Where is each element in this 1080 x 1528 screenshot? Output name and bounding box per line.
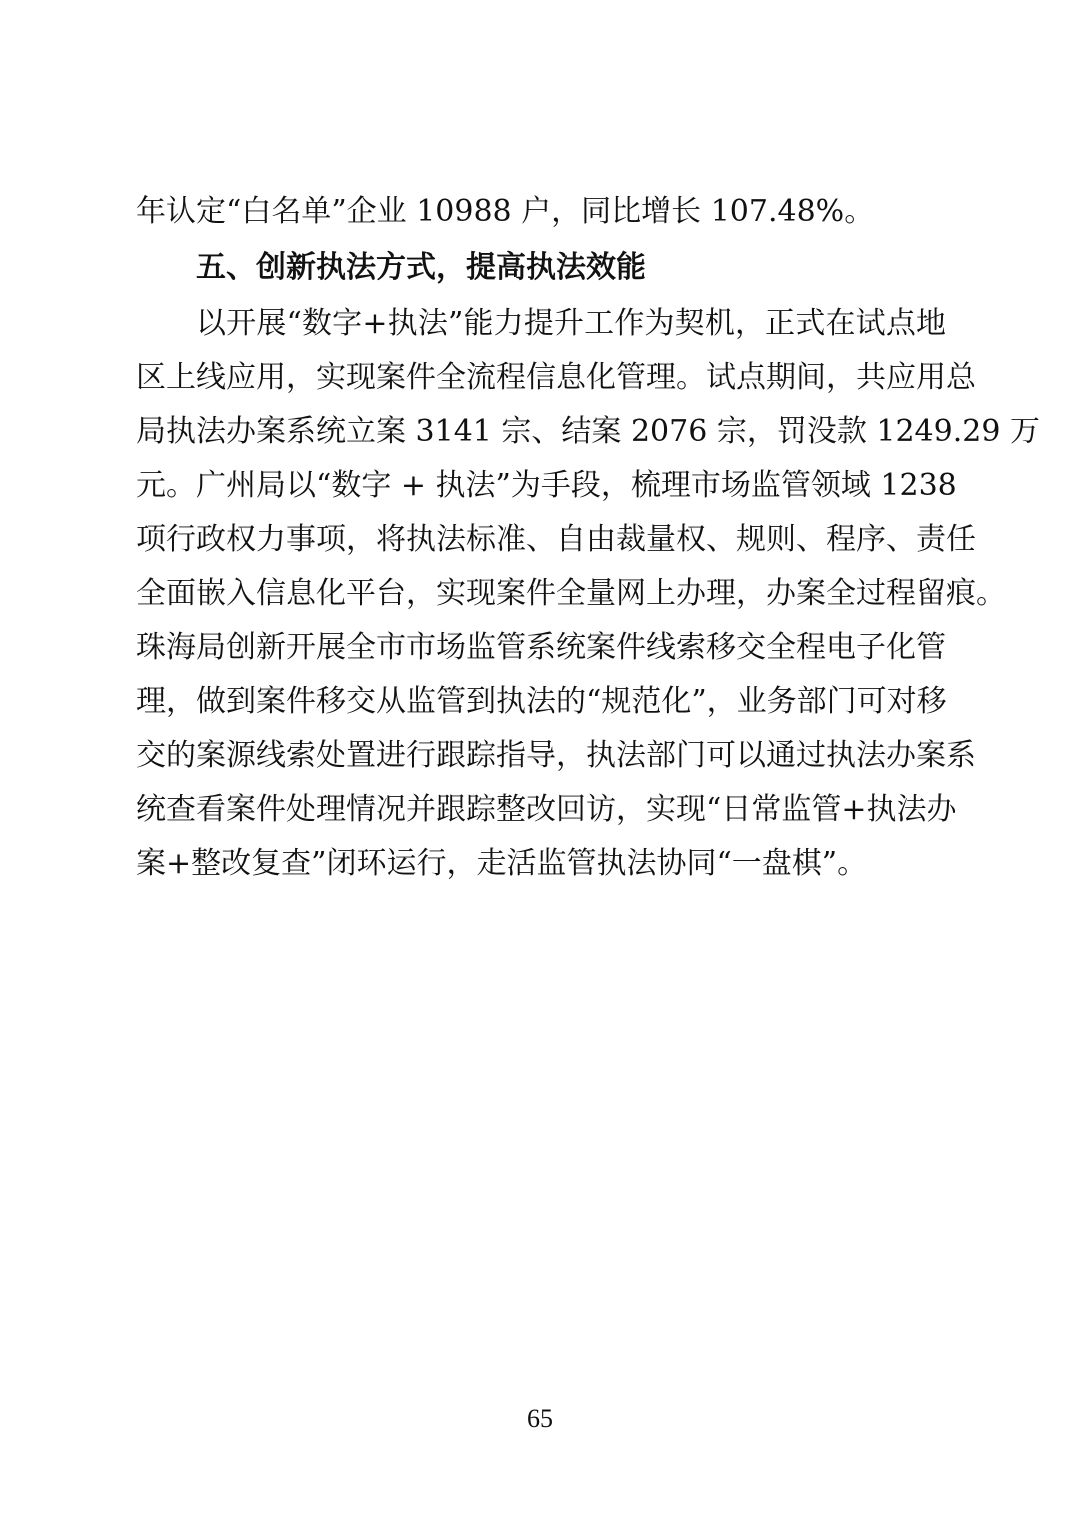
paragraph-line: 统查看案件处理情况并跟踪整改回访，实现“日常监管+执法办 bbox=[136, 792, 957, 827]
paragraph-line: 元。广州局以“数字 + 执法”为手段，梳理市场监管领域 1238 bbox=[136, 468, 957, 503]
page-number: 65 bbox=[527, 1404, 553, 1433]
paragraph-line: 珠海局创新开展全市市场监管系统案件线索移交全程电子化管 bbox=[136, 630, 946, 665]
paragraph-line: 以开展“数字+执法”能力提升工作为契机，正式在试点地 bbox=[196, 306, 946, 341]
paragraph-line: 理，做到案件移交从监管到执法的“规范化”，业务部门可对移 bbox=[136, 684, 947, 719]
paragraph-line: 区上线应用，实现案件全流程信息化管理。试点期间，共应用总 bbox=[136, 360, 976, 395]
paragraph-line: 案+整改复查”闭环运行，走活监管执法协同“一盘棋”。 bbox=[136, 846, 868, 881]
intro-line: 年认定“白名单”企业 10988 户，同比增长 107.48%。 bbox=[136, 194, 875, 229]
section-heading: 五、创新执法方式，提高执法效能 bbox=[196, 250, 646, 285]
paragraph-line: 交的案源线索处置进行跟踪指导，执法部门可以通过执法办案系 bbox=[136, 738, 976, 773]
paragraph-line: 全面嵌入信息化平台，实现案件全量网上办理，办案全过程留痕。 bbox=[136, 576, 1006, 611]
paragraph-line: 项行政权力事项，将执法标准、自由裁量权、规则、程序、责任 bbox=[136, 522, 976, 557]
paragraph-line: 局执法办案系统立案 3141 宗、结案 2076 宗，罚没款 1249.29 万 bbox=[136, 414, 1040, 449]
